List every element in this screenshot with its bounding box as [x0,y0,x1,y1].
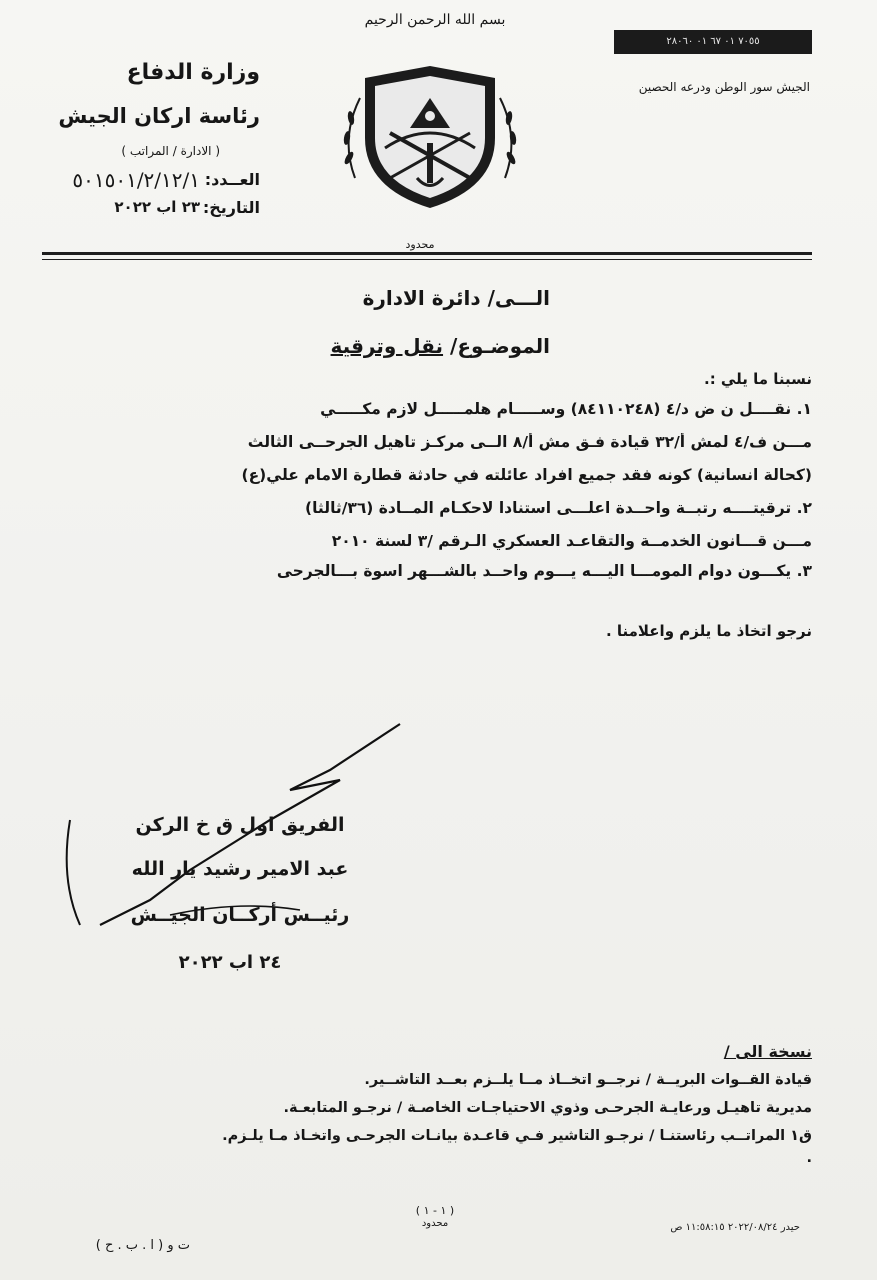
print-timestamp: حيدر ٢٠٢٢/٠٨/٢٤ ١١:٥٨:١٥ ص [670,1222,800,1233]
body-line: (كحالة انسانية) كونه فقد جميع افراد عائلته في حادثة قطارة الامام علي(ع) [241,466,812,484]
copy-recipient: مديرية تاهيـل ورعايـة الجرحـى وذوي الاحتياجـات الخاصـة / نرجـو المتابعـة. [283,1100,812,1116]
body-line: ٣. يكـــون دوام المومـــا اليـــه يـــوم واحــد بالشـــهر اسوة بـــالجرحى [276,562,812,580]
closing-line: نرجو اتخاذ ما يلزم واعلامنا . [605,622,812,640]
copy-recipient: ق١ المراتــب رئاستنـا / نرجـو التاشير فـي قاعـدة بيانـات الجرحـى واتخـاذ مـا يلـزم. [222,1128,812,1144]
subject-line [250,334,550,358]
body-line: مـــن ف/٤ لمش أ/٣٢ قيادة فـق مش أ/٨ الــى مركـز تاهيل الجرحــى الثالث [247,433,812,451]
date-label: التاريخ: [202,198,260,217]
basmala: بسم الله الرحمن الرحيم [364,12,506,28]
signatory-rank: الفريق اول ق خ الركن [135,814,345,836]
body-line: ١. نقــــل ن ض د/٤ (٨٤١١٠٢٤٨) وســـــام هلمـــــل لازم مكـــــي [320,400,812,418]
header-divider-thin [42,259,812,260]
addressee: الـــى/ دائرة الادارة [362,286,550,310]
signature-date: ٢٤ اب ٢٠٢٢ [178,952,282,973]
army-emblem-icon [335,58,525,218]
date-value: ٢٣ اب ٢٠٢٢ [114,198,200,216]
signatory-title: رئيــس أركــان الجيــش [130,904,350,926]
copy-recipient: قيادة القــوات البريــة / نرجــو اتخــاذ مــا يلــزم بعــد التاشــير. [364,1072,812,1088]
body-line: مـــن قـــانون الخدمــة والتقاعـد العسكري الـرقم /٣ لسنة ٢٠١٠ [331,532,812,550]
body-line: ٢. ترقيتــــه رتبــة واحــدة اعلـــى استنادا لاحكـام المــادة (٣٦/ثالثا) [305,499,812,517]
subject-value: نقل وترقية [330,334,444,358]
army-motto: الجيش سور الوطن ودرعه الحصين [638,80,810,94]
number-value: ٥٠١٥٠١/٢/١٢/١ [72,168,200,192]
presidency-name: رئاسة اركان الجيش [58,104,260,128]
signatory-name: عبد الامير رشيد يار الله [131,858,349,880]
number-label: العــدد: [204,170,260,189]
copy-recipient: . [806,1150,812,1166]
reference-bar: ٧٠٥٥ ٠١ ٦٧ ٠١ ٢٨٠٦٠ [614,30,812,54]
typist-initials: ت و ( ا . ب . ح ) [95,1238,190,1253]
classification-bottom: محدود [421,1218,449,1229]
subject-label: الموضـوع/ [450,334,550,358]
department: ( الادارة / المراتب ) [121,144,220,158]
copies-label: نسخة الى / [723,1042,812,1061]
ministry-name: وزارة الدفاع [126,60,260,85]
header-divider [42,252,812,255]
page-number: ( ١ - ١ ) [415,1204,455,1217]
intro-line: نسبنا ما يلي :. [704,370,812,388]
classification-top: محدود [405,238,435,251]
